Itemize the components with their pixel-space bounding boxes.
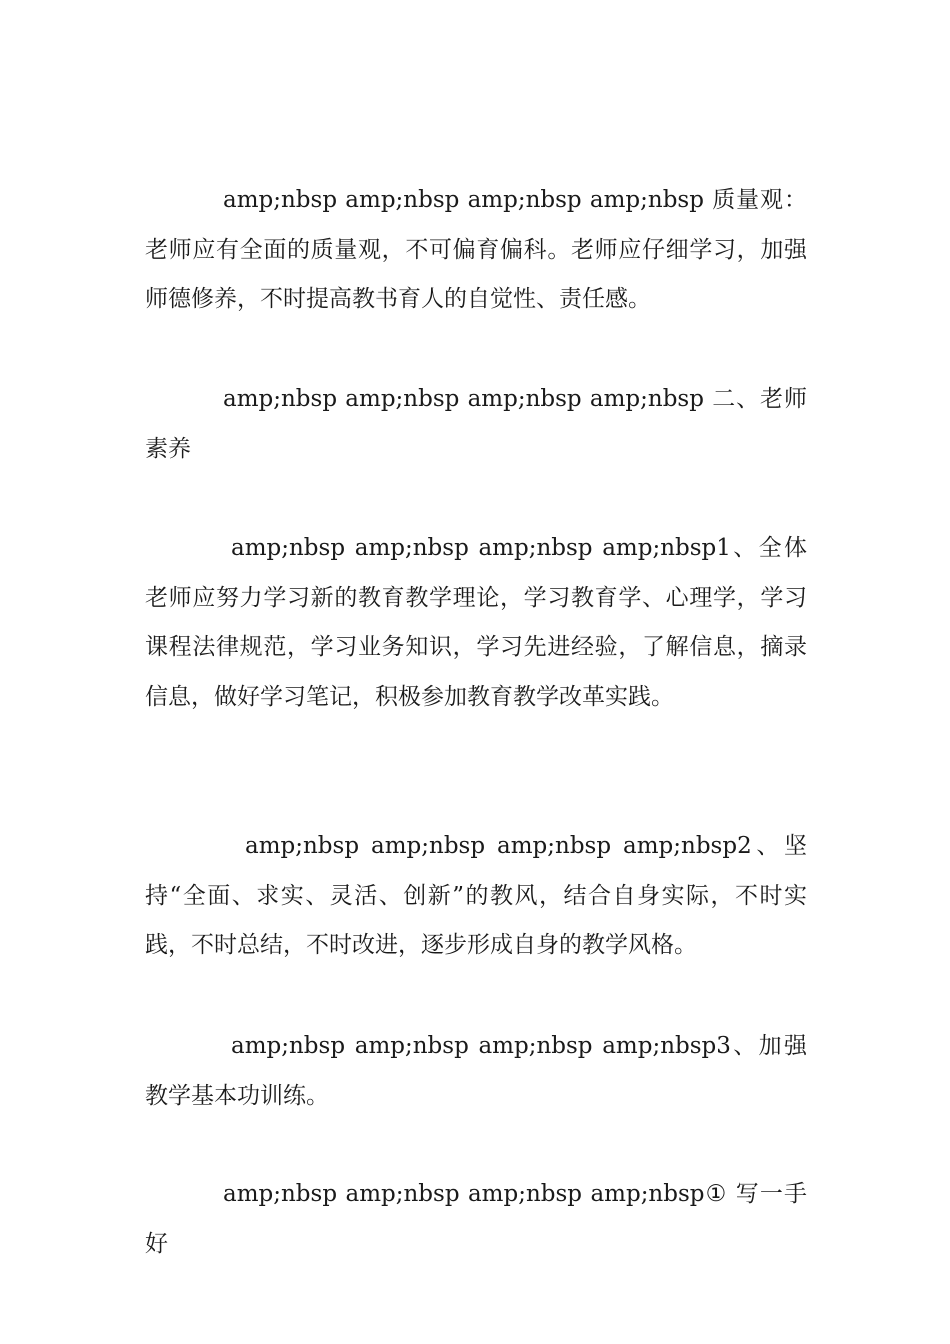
paragraph-subitem-1: amp;nbsp amp;nbsp amp;nbsp amp;nbsp① 写一手好 xyxy=(145,1181,807,1257)
section-heading-teacher-quality: amp;nbsp amp;nbsp amp;nbsp amp;nbsp 二、老师素养 xyxy=(145,386,807,462)
paragraph-quality-view: amp;nbsp amp;nbsp amp;nbsp amp;nbsp 质量观：老师应有全面的质量观，不可偏育偏科。老师应仔细学习，加强师德修养，不时提高教书育人的自觉性、责任感。 xyxy=(145,187,807,312)
paragraph-item-3: amp;nbsp amp;nbsp amp;nbsp amp;nbsp3、加强教学基本功训练。 xyxy=(145,1033,807,1109)
paragraph-item-1: amp;nbsp amp;nbsp amp;nbsp amp;nbsp1、全体老师应努力学习新的教育教学理论，学习教育学、心理学，学习课程法律规范，学习业务知识，学习先进经验，了解信息，摘录信息，做好学习笔记，积极参加教育教学改革实践。 xyxy=(145,535,807,710)
paragraph-item-2: amp;nbsp amp;nbsp amp;nbsp amp;nbsp2、坚持“全面、求实、灵活、创新”的教风，结合自身实际，不时实践，不时总结，不时改进，逐步形成自身的教学风格。 xyxy=(145,833,807,958)
